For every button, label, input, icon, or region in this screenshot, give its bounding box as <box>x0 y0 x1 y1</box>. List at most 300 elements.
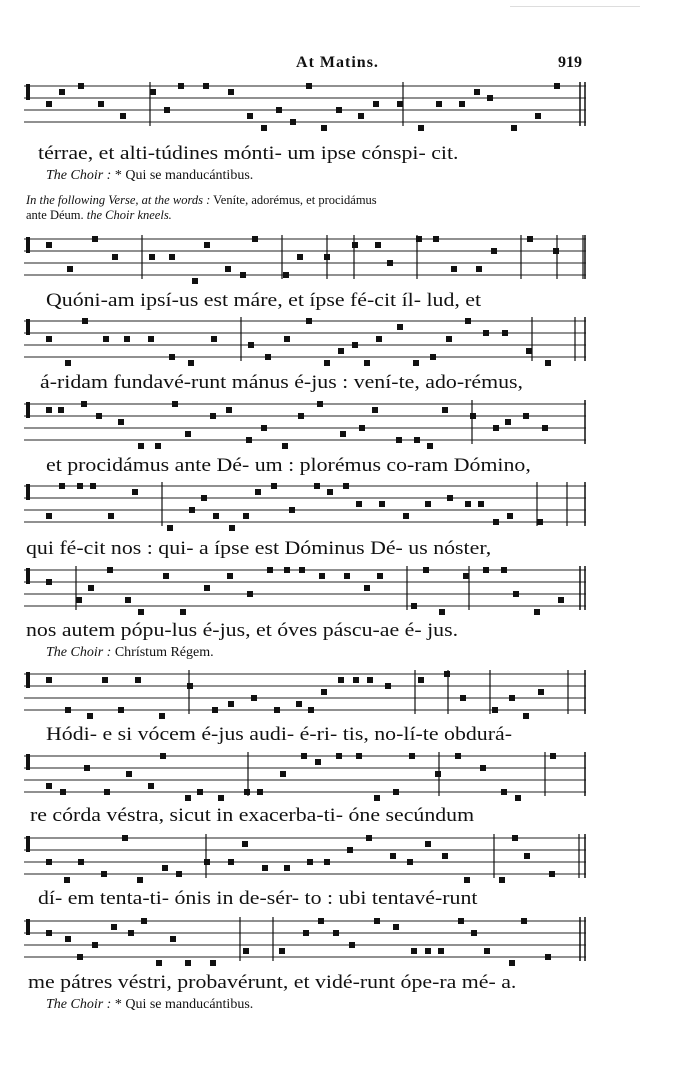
neume <box>283 272 289 278</box>
neume <box>212 707 218 713</box>
neume <box>425 501 431 507</box>
neume <box>512 835 518 841</box>
neume <box>284 336 290 342</box>
neume <box>474 89 480 95</box>
neume <box>306 318 312 324</box>
neume <box>252 236 258 242</box>
neume <box>240 272 246 278</box>
neume <box>511 125 517 131</box>
neume <box>470 413 476 419</box>
chant-staff-6 <box>24 564 590 616</box>
lyric-line-4: et procidámus ante Dé- um : plorémus co-ram Dómino, <box>46 455 531 476</box>
neume <box>372 407 378 413</box>
clef-mark <box>26 672 30 688</box>
neume <box>553 248 559 254</box>
neume <box>46 930 52 936</box>
neume <box>411 948 417 954</box>
neume <box>542 425 548 431</box>
neume <box>393 924 399 930</box>
clef-mark <box>26 84 30 100</box>
chant-staff-7 <box>24 668 590 720</box>
neume <box>418 677 424 683</box>
clef-mark <box>26 754 30 770</box>
neume <box>387 260 393 266</box>
neume <box>228 89 234 95</box>
top-rule <box>510 6 640 7</box>
neume <box>465 318 471 324</box>
neume <box>483 567 489 573</box>
neume <box>413 360 419 366</box>
neume <box>78 83 84 89</box>
neume <box>558 597 564 603</box>
neume <box>64 877 70 883</box>
neume <box>160 753 166 759</box>
neume <box>501 567 507 573</box>
clef-mark <box>26 237 30 253</box>
neume <box>451 266 457 272</box>
neume <box>315 759 321 765</box>
neume <box>423 567 429 573</box>
lyric-line-7: Hódi- e si vócem é-jus audi- é-ri- tis, no-lí-te obdurá- <box>46 724 513 745</box>
neume <box>523 713 529 719</box>
neume <box>228 859 234 865</box>
neume <box>478 501 484 507</box>
neume <box>243 948 249 954</box>
verse-rubric-1 <box>26 193 377 208</box>
neume <box>549 871 555 877</box>
neume <box>243 513 249 519</box>
neume <box>46 336 52 342</box>
staff-graphic <box>24 564 590 616</box>
neume <box>364 360 370 366</box>
neume <box>493 519 499 525</box>
neume <box>515 795 521 801</box>
neume <box>178 83 184 89</box>
chant-staff-4 <box>24 398 590 450</box>
neume <box>480 765 486 771</box>
clef-mark <box>26 568 30 584</box>
neume <box>102 677 108 683</box>
lyric-line-2: Quóni-am ipsí-us est máre, et ípse fé-cit íl- lud, et <box>46 290 482 311</box>
neume <box>505 419 511 425</box>
neume <box>187 683 193 689</box>
neume <box>455 753 461 759</box>
clef-mark <box>26 919 30 935</box>
lyric-line-1: térrae, et alti-túdines mónti- um ipse cónspi- cit. <box>38 143 459 164</box>
neume <box>513 591 519 597</box>
neume <box>280 771 286 777</box>
neume <box>464 877 470 883</box>
verse-rubric-2 <box>26 208 172 223</box>
neume <box>46 242 52 248</box>
neume <box>137 877 143 883</box>
neume <box>128 930 134 936</box>
neume <box>204 585 210 591</box>
neume <box>303 930 309 936</box>
neume <box>78 859 84 865</box>
neume <box>523 413 529 419</box>
neume <box>509 960 515 966</box>
neume <box>46 101 52 107</box>
choir-label: The Choir : <box>46 168 112 183</box>
clef-mark <box>26 484 30 500</box>
neume <box>545 954 551 960</box>
staff-graphic <box>24 233 590 285</box>
neume <box>545 360 551 366</box>
neume <box>141 918 147 924</box>
neume <box>483 330 489 336</box>
neume <box>84 765 90 771</box>
neume <box>112 254 118 260</box>
neume <box>396 437 402 443</box>
neume <box>433 236 439 242</box>
staff-graphic <box>24 80 590 132</box>
neume <box>527 236 533 242</box>
neume <box>347 847 353 853</box>
neume <box>135 677 141 683</box>
neume <box>204 242 210 248</box>
neume <box>526 348 532 354</box>
neume <box>499 877 505 883</box>
neume <box>118 707 124 713</box>
neume <box>164 107 170 113</box>
neume <box>247 591 253 597</box>
verse-italic-2: the Choir kneels. <box>86 208 172 222</box>
neume <box>148 336 154 342</box>
neume <box>442 853 448 859</box>
neume <box>124 336 130 342</box>
neume <box>122 835 128 841</box>
staff-graphic <box>24 668 590 720</box>
neume <box>204 859 210 865</box>
neume <box>349 942 355 948</box>
neume <box>321 125 327 131</box>
neume <box>90 483 96 489</box>
neume <box>98 101 104 107</box>
neume <box>163 573 169 579</box>
neume <box>336 753 342 759</box>
neume <box>471 930 477 936</box>
neume <box>120 113 126 119</box>
neume <box>189 507 195 513</box>
neume <box>427 443 433 449</box>
neume <box>491 248 497 254</box>
clef-mark <box>26 836 30 852</box>
neume <box>108 513 114 519</box>
neume <box>111 924 117 930</box>
neume <box>169 254 175 260</box>
neume <box>46 513 52 519</box>
neume <box>169 354 175 360</box>
staff-graphic <box>24 398 590 450</box>
neume <box>319 573 325 579</box>
neume <box>46 579 52 585</box>
lyric-line-8: re córda véstra, sicut in exacerba-ti- óne secúndum <box>30 805 475 826</box>
neume <box>308 707 314 713</box>
neume <box>324 254 330 260</box>
neume <box>242 841 248 847</box>
neume <box>251 695 257 701</box>
neume <box>60 789 66 795</box>
neume <box>170 936 176 942</box>
neume <box>537 519 543 525</box>
neume <box>492 707 498 713</box>
neume <box>367 677 373 683</box>
running-head: At Matins. <box>296 54 379 71</box>
neume <box>554 83 560 89</box>
neume <box>279 948 285 954</box>
neume <box>282 443 288 449</box>
neume <box>414 437 420 443</box>
neume <box>376 336 382 342</box>
neume <box>459 101 465 107</box>
neume <box>306 83 312 89</box>
neume <box>226 407 232 413</box>
chant-staff-1 <box>24 80 590 132</box>
lyric-line-5: qui fé-cit nos : qui- a ípse est Dóminus Dé- us nóster, <box>26 538 492 559</box>
neume <box>377 573 383 579</box>
neume <box>46 677 52 683</box>
neume <box>103 336 109 342</box>
neume <box>77 954 83 960</box>
neume <box>444 671 450 677</box>
staff-graphic <box>24 315 590 367</box>
neume <box>138 443 144 449</box>
neume <box>87 713 93 719</box>
neume <box>324 859 330 865</box>
neume <box>439 609 445 615</box>
chant-staff-5 <box>24 480 590 532</box>
neume <box>538 689 544 695</box>
neume <box>487 95 493 101</box>
choir-rubric-3 <box>46 997 253 1013</box>
neume <box>218 795 224 801</box>
neume <box>338 677 344 683</box>
chant-staff-3 <box>24 315 590 367</box>
neume <box>162 865 168 871</box>
neume <box>67 266 73 272</box>
neume <box>375 242 381 248</box>
choir-label: The Choir : <box>46 997 112 1012</box>
neume <box>374 918 380 924</box>
neume <box>247 113 253 119</box>
neume <box>132 489 138 495</box>
neume <box>210 413 216 419</box>
neume <box>228 701 234 707</box>
neume <box>159 713 165 719</box>
neume <box>201 495 207 501</box>
neume <box>465 501 471 507</box>
neume <box>366 835 372 841</box>
neume <box>343 483 349 489</box>
neume <box>167 525 173 531</box>
neume <box>307 859 313 865</box>
neume <box>284 865 290 871</box>
neume <box>435 771 441 777</box>
staff-graphic <box>24 915 590 967</box>
neume <box>460 695 466 701</box>
clef-mark <box>26 319 30 335</box>
neume <box>317 401 323 407</box>
neume <box>407 859 413 865</box>
neume <box>442 407 448 413</box>
neume <box>88 585 94 591</box>
neume <box>213 513 219 519</box>
neume <box>416 236 422 242</box>
neume <box>409 753 415 759</box>
clef-mark <box>26 402 30 418</box>
neume <box>364 585 370 591</box>
neume <box>353 677 359 683</box>
choir-rubric-1 <box>46 168 253 184</box>
neume <box>397 324 403 330</box>
neume <box>138 609 144 615</box>
lyric-line-9: dí- em tenta-ti- ónis in de-sér- to : ubi tentavé-runt <box>38 888 478 909</box>
neume <box>46 859 52 865</box>
neume <box>76 597 82 603</box>
neume <box>403 513 409 519</box>
choir-label: The Choir : <box>46 645 112 660</box>
lyric-line-3: á-ridam fundavé-runt mánus é-jus : vení-te, ado-rémus, <box>40 372 523 393</box>
chant-staff-9 <box>24 832 590 884</box>
neume <box>185 795 191 801</box>
neume <box>149 254 155 260</box>
neume <box>192 278 198 284</box>
neume <box>299 567 305 573</box>
neume <box>274 707 280 713</box>
neume <box>356 753 362 759</box>
neume <box>203 83 209 89</box>
neume <box>336 107 342 113</box>
neume <box>524 853 530 859</box>
chant-staff-2 <box>24 233 590 285</box>
neume <box>301 753 307 759</box>
neume <box>65 360 71 366</box>
neume <box>290 119 296 125</box>
neume <box>185 431 191 437</box>
neume <box>176 871 182 877</box>
neume <box>92 236 98 242</box>
neume <box>550 753 556 759</box>
neume <box>359 425 365 431</box>
neume <box>96 413 102 419</box>
neume <box>267 567 273 573</box>
neume <box>58 407 64 413</box>
neume <box>148 783 154 789</box>
neume <box>314 483 320 489</box>
neume <box>271 483 277 489</box>
neume <box>59 89 65 95</box>
neume <box>509 695 515 701</box>
neume <box>507 513 513 519</box>
chant-staff-10 <box>24 915 590 967</box>
neume <box>262 865 268 871</box>
neume <box>476 266 482 272</box>
neume <box>246 437 252 443</box>
neume <box>373 101 379 107</box>
neume <box>255 489 261 495</box>
neume <box>340 431 346 437</box>
neume <box>276 107 282 113</box>
neume <box>418 125 424 131</box>
choir-text: Chrístum Régem. <box>114 645 214 660</box>
neume <box>447 495 453 501</box>
neume <box>125 597 131 603</box>
neume <box>227 573 233 579</box>
verse-italic: In the following Verse, at the words : <box>26 193 211 207</box>
neume <box>265 354 271 360</box>
neume <box>244 789 250 795</box>
neume <box>261 425 267 431</box>
neume <box>211 336 217 342</box>
neume <box>82 318 88 324</box>
neume <box>126 771 132 777</box>
neume <box>397 101 403 107</box>
page-number: 919 <box>558 54 582 71</box>
neume <box>324 360 330 366</box>
neume <box>521 918 527 924</box>
neume <box>210 960 216 966</box>
neume <box>352 242 358 248</box>
neume <box>150 89 156 95</box>
neume <box>101 871 107 877</box>
choir-rubric-2 <box>46 645 214 661</box>
neume <box>338 348 344 354</box>
neume <box>425 948 431 954</box>
neume <box>172 401 178 407</box>
neume <box>385 683 391 689</box>
neume <box>156 960 162 966</box>
neume <box>484 948 490 954</box>
neume <box>534 609 540 615</box>
neume <box>65 707 71 713</box>
neume <box>225 266 231 272</box>
neume <box>327 489 333 495</box>
neume <box>493 425 499 431</box>
neume <box>438 948 444 954</box>
neume <box>46 783 52 789</box>
neume <box>180 609 186 615</box>
neume <box>356 501 362 507</box>
neume <box>374 795 380 801</box>
neume <box>298 413 304 419</box>
neume <box>436 101 442 107</box>
staff-graphic <box>24 750 590 802</box>
neume <box>393 789 399 795</box>
lyric-line-10: me pátres véstri, probavérunt, et vidé-runt ópe-ra mé- a. <box>28 972 517 993</box>
neume <box>77 483 83 489</box>
neume <box>104 789 110 795</box>
verse-text-2: ante Déum. <box>26 208 84 222</box>
neume <box>81 401 87 407</box>
lyric-line-6: nos autem pópu-lus é-jus, et óves páscu-ae é- jus. <box>26 620 459 641</box>
neume <box>185 960 191 966</box>
neume <box>248 342 254 348</box>
choir-text: * Qui se manducántibus. <box>114 997 254 1012</box>
staff-graphic <box>24 480 590 532</box>
neume <box>379 501 385 507</box>
neume <box>257 789 263 795</box>
neume <box>155 443 161 449</box>
neume <box>318 918 324 924</box>
neume <box>358 113 364 119</box>
neume <box>261 125 267 131</box>
neume <box>297 254 303 260</box>
neume <box>284 567 290 573</box>
neume <box>289 507 295 513</box>
neume <box>352 342 358 348</box>
neume <box>118 419 124 425</box>
